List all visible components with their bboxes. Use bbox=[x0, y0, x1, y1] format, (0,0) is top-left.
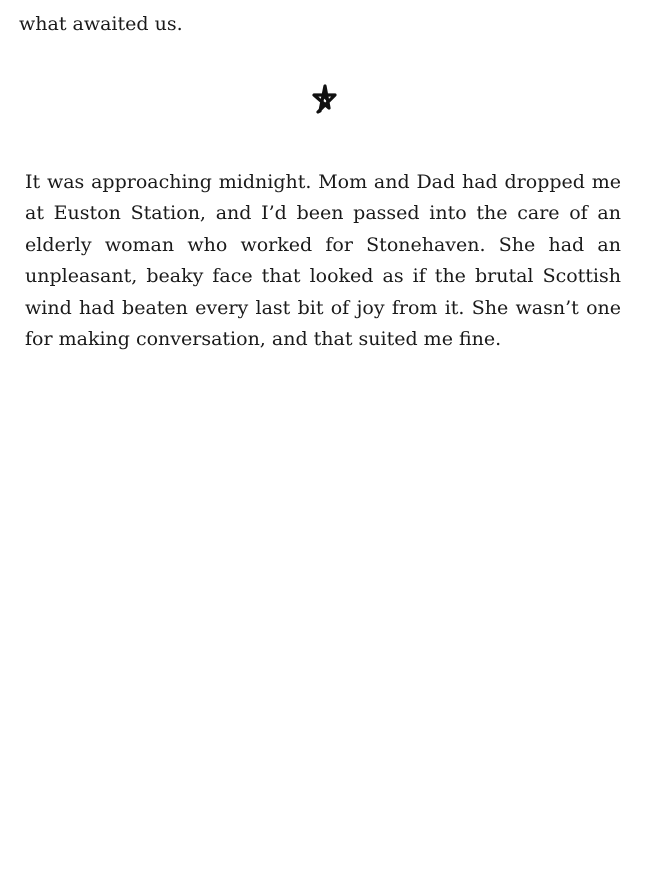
section-break bbox=[311, 82, 339, 116]
carryover-text-line: what awaited us. bbox=[19, 13, 183, 35]
hand-drawn-star-icon bbox=[311, 82, 339, 116]
body-paragraph: It was approaching midnight. Mom and Dad had dropped me at Euston Station, and I’d been passed into the care of an elderly woman who worked for Stonehaven. She had an unpleasant, beaky face that looked as if the brutal Scottish wind had beaten every last bit of joy from it. She wasn’t one for making conversation, and that suited me fine. bbox=[25, 171, 621, 351]
